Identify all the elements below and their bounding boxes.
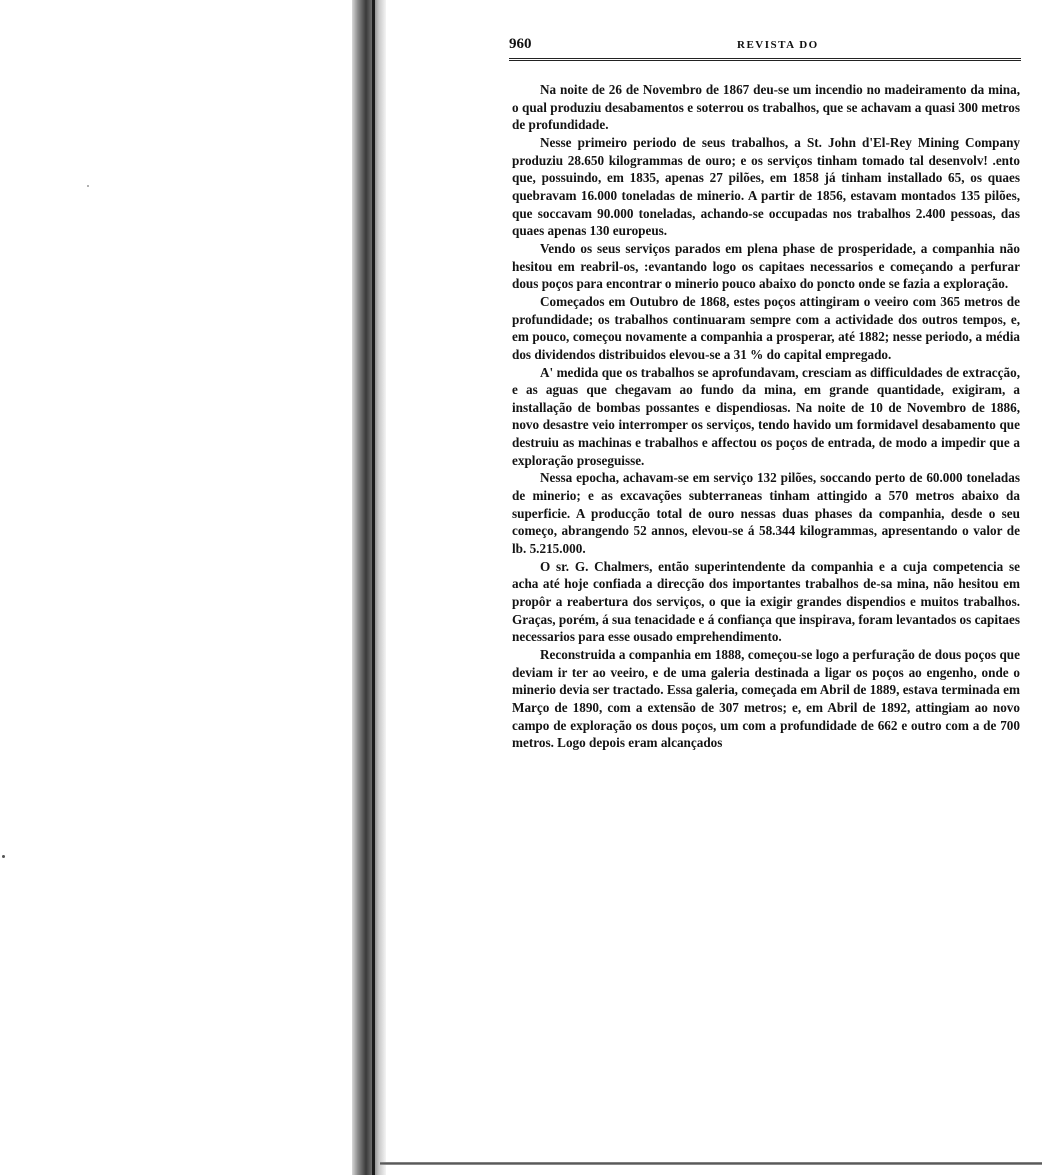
paragraph: Na noite de 26 de Novembro de 1867 deu-se um incendio no madeiramento da mina, o qual produziu desabamentos e soterrou os trabalhos, que se achavam a quasi 300 metros de profundidade. bbox=[512, 82, 1020, 133]
page-bottom-edge bbox=[380, 1162, 1042, 1165]
binding-gutter-line bbox=[372, 0, 375, 1175]
paragraph: Começados em Outubro de 1868, estes poços attingiram o veeiro com 365 metros de profundidade; os trabalhos continuaram sempre com a actividade dos outros tempos, e, em pouco, começou novamente a companhia a prosperar, até 1882; nesse periodo, a média dos dividendos distribuidos elevou-se a 31 % do capital empregado. bbox=[512, 293, 1020, 362]
paragraph: A' medida que os trabalhos se aprofundavam, cresciam as difficuldades de extracção, e as aguas que chegavam ao fundo da mina, em grande quantidade, exigiram, a installação de bombas possantes e dispendiosas. Na noite de 10 de Novembro de 1886, novo desastre veio interromper os serviços, tendo havido um formidavel desabamento que destruiu as machinas e trabalhos e affectou os poços de entrada, de modo a impedir que a exploração proseguisse. bbox=[512, 364, 1020, 468]
binding-gutter-shadow bbox=[352, 0, 386, 1175]
body-text bbox=[512, 81, 1020, 752]
paragraph: Reconstruida a companhia em 1888, começou-se logo a perfuração de dous poços que deviam ir ter ao veeiro, e de uma galeria destinada a ligar os poços ao engenho, onde o minerio devia ser tractado. Essa galeria, começada em Abril de 1889, estava terminada em Março de 1890, com a extensão de 307 metros; e, em Abril de 1892, attingiam ao novo campo de exploração os dous poços, um com a profundidade de 662 e outro com a de 700 metros. Logo depois eram alcançados bbox=[512, 647, 1020, 751]
paragraph: Nessa epocha, achavam-se em serviço 132 pilões, soccando perto de 60.000 toneladas de minerio; e as excavações subterraneas tinham attingido a 570 metros abaixo da superficie. A producção total de ouro nessas duas phases da companhia, desde o seu começo, abrangendo 52 annos, elevou-se á 58.344 kilogrammas, apresentando o valor de lb. 5.215.000. bbox=[512, 470, 1020, 557]
scan-speck bbox=[2, 855, 5, 858]
paragraph: O sr. G. Chalmers, então superintendente da companhia e a cuja competencia se acha até hoje confiada a direcção dos importantes trabalhos de-sa mina, não hesitou em propôr a reabertura dos serviços, o que ia exigir grandes dispendios e muitos trabalhos. Graças, porém, á sua tenacidade e á confiança que inspirava, foram levantados os capitaes necessarios para esse ousado emprehendimento. bbox=[512, 558, 1020, 645]
page-header bbox=[509, 36, 1021, 58]
page-number: 960 bbox=[509, 36, 532, 52]
running-head: REVISTA DO bbox=[737, 39, 819, 51]
paragraph: Vendo os seus serviços parados em plena phase de prosperidade, a companhia não hesitou em reabril-os, :evantando logo os capitaes necessarios e começando a perfurar dous poços para encontrar o minerio pouco abaixo do poncto onde se fazia a exploração. bbox=[512, 240, 1020, 292]
scan-speck bbox=[87, 185, 89, 187]
header-rule bbox=[509, 58, 1021, 61]
paragraph: Nesse primeiro periodo de seus trabalhos, a St. John d'El-Rey Mining Company produziu 28.650 kilogrammas de ouro; e os serviços tinham tomado tal desenvolv! .ento que, possuindo, em 1835, apenas 27 pilões, em 1858 já tinham installado 65, os quaes quebravam 16.000 toneladas de minerio. A partir de 1856, estavam montados 135 pilões, que soccavam 90.000 toneladas, achando-se occupadas nos trabalhos 2.400 pessoas, das quaes apenas 130 europeus. bbox=[512, 134, 1020, 239]
